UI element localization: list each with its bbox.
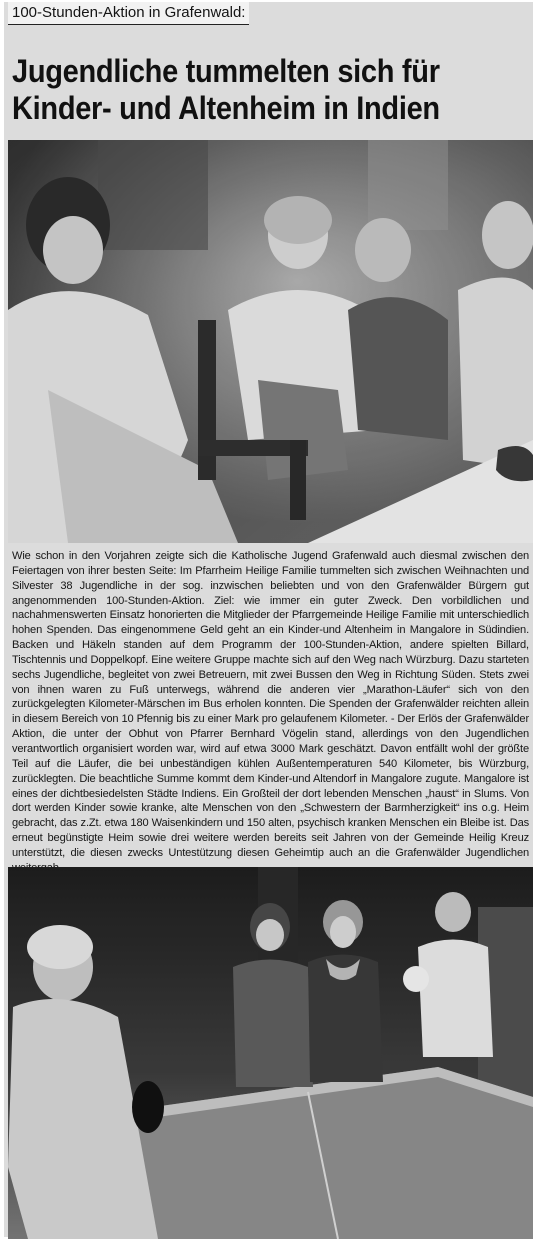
newspaper-clipping bbox=[4, 2, 533, 1237]
photo-table-tennis bbox=[8, 867, 533, 1239]
article-headline: Jugendliche tummelten sich für Kinder- und Altenheim in Indien bbox=[12, 54, 440, 127]
article-body: Wie schon in den Vorjahren zeigte sich die Katholische Jugend Grafenwald auch diesmal zwischen den Feiertagen von ihrer besten Seite: Im Pfarrheim Heilige Familie tummelten sich zwischen Weihnachten und Silvester 38 Jugendliche in der sog. inzwischen beliebten und von den Grafenwälder Bürgern gut angenommenden 100-Stunden-Aktion. Ziel: wie immer ein guter Zweck. Den vorbildlichen und nachahmenswerten Einsatz honorierten die Mitglieder der Pfarrgemeinde Heilige Familie mit unterschiedlich hohen Spenden. Das eingenommene Geld geht an ein Kinder-und Altenheim in Mangalore in Südindien. Backen und Häkeln standen auf dem Programm der 100-Stunden-Aktion, andere spielten Billard, Tischtennis und Doppelkopf. Eine weitere Gruppe machte sich auf den Weg nach Würzburg. Dazu starteten sechs Jugendliche, begleitet von zwei Betreuern, mit zwei Bussen den Weg in Richtung Süden. Stets zwei von ihnen waren zu Fuß unterwegs, während die anderen vier „Marathon-Läufer“ sich von den zurückgelegten Kilometer-Märschen im Bus erholen konnten. Die Spenden der Grafenwälder reichten allein in diesem Bereich von 10 Pfennig bis zu einer Mark pro gelaufenem Kilometer. - Der Erlös der Grafenwälder Aktion, die unter der Obhut von Pfarrer Bernhard Vögelin stand, allerdings von den Jugendlichen verantwortlich organisiert worden war, wird auf etwa 3000 Mark geschätzt. Davon entfällt wohl der größte Teil auf die Läufer, die bei unbeständigen kühlen Außentemperaturen 540 Kilometer, bis Würzburg, zurücklegten. Die beachtliche Summe kommt dem Kinder-und Altendorf in Mangalore zugute. Mangalore ist eines der dichtbesiedelsten Städte Indiens. Ein Großteil der dort lebenden Menschen „haust“ in Slums. Von dort werden Kinder sowie kranke, alte Menschen von den „Schwestern der Barmherzigkeit“ ins o.g. Heim gebracht, das z.Zt. etwa 180 Waisenkindern und 150 alten, psychisch kranken Menschen ein Bleibe ist. Das erneut begünstigte Heim sowie drei weitere werden bereits seit Jahren von der Gemeinde Heilig Kreuz unterstützt, die diesen zwecks Untestützung diesen Geheimtip auch an die Grafenwälder Jugendlichen bbox=[12, 550, 529, 859]
article-kicker: 100-Stunden-Aktion in Grafenwald: bbox=[8, 2, 249, 25]
photo-crocheting-graphic bbox=[8, 140, 533, 543]
photo-table-tennis-graphic bbox=[8, 867, 533, 1239]
photo-young-people-crocheting bbox=[8, 140, 533, 543]
